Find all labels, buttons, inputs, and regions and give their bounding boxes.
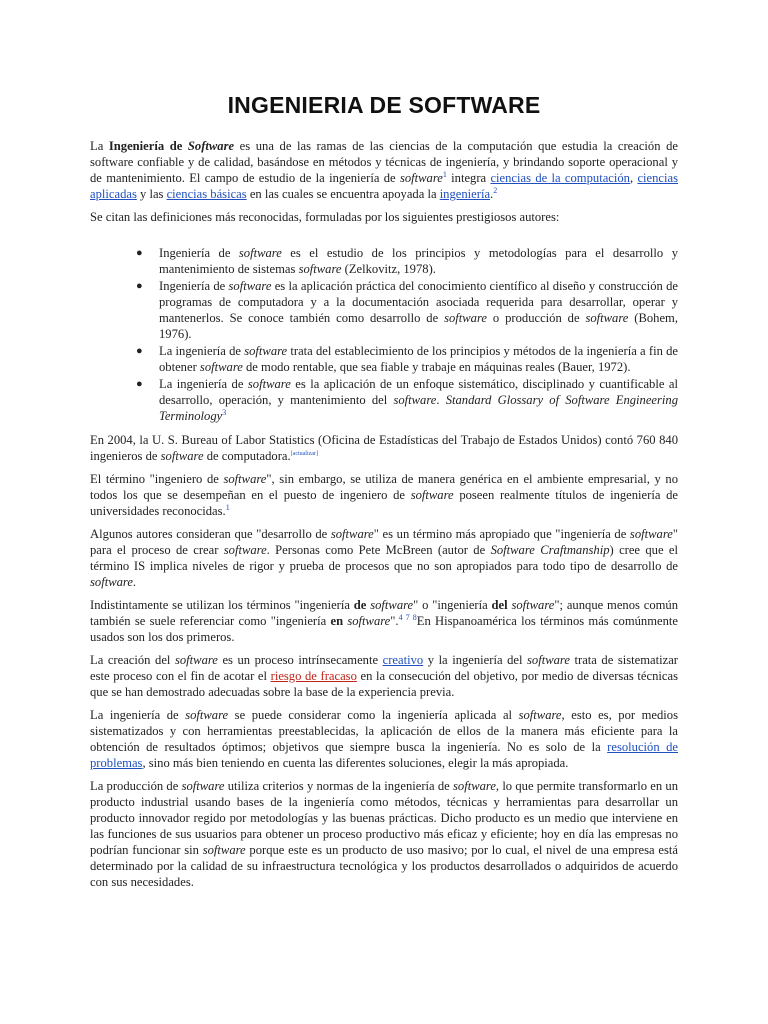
text: utiliza criterios y normas de la ingeniería de <box>224 779 453 793</box>
document-body <box>90 138 678 897</box>
link-ingenieria[interactable]: ingeniería <box>439 187 491 201</box>
text: La producción de <box>90 779 182 793</box>
text: Indistintamente se utilizan los términos "ingeniería <box>90 598 354 612</box>
text: es el estudio de los principios y metodologías para el desarrollo y mantenimiento de sistemas <box>159 246 678 276</box>
text: En Hispanoamérica los términos más comúnmente usados son los dos primeros. <box>90 614 678 644</box>
text: La creación del <box>90 653 175 667</box>
text: es un proceso intrínsecamente <box>217 653 383 667</box>
text: Ingeniería de <box>159 246 239 260</box>
update-note-link[interactable]: [actualizar] <box>290 450 318 457</box>
list-item <box>136 278 679 342</box>
text: La ingeniería de <box>159 377 248 391</box>
list-item <box>136 245 678 277</box>
italic-term: software <box>244 344 288 358</box>
link-riesgo-de-fracaso[interactable]: riesgo de fracaso <box>270 669 357 683</box>
italic-term: software <box>330 527 374 541</box>
italic-term: software <box>518 708 562 722</box>
text: poseen realmente títulos de ingeniería de universidades reconocidas. <box>90 488 678 518</box>
text: trata del establecimiento de los principios y métodos de la ingeniería a fin de obtener <box>159 344 678 374</box>
text: " o "ingeniería <box>413 598 492 612</box>
bullet-icon: ● <box>136 345 143 357</box>
link-ciencias-aplicadas[interactable]: ciencias aplicadas <box>90 171 678 201</box>
text: . <box>132 575 137 589</box>
link-ciencias-computacion[interactable]: ciencias de la computación <box>490 171 630 185</box>
text: En 2004, la U. S. Bureau of Labor Statistics (Oficina de Estadísticas del Trabajo de Estados Unidos) contó 760 840 ingenieros de <box>90 433 678 463</box>
bold-term: Ingeniería de <box>108 139 188 153</box>
link-ciencias-basicas[interactable]: ciencias básicas <box>166 187 247 201</box>
paragraph-production <box>90 778 678 890</box>
text: " es un término más apropiado que "ingeniería de <box>373 527 630 541</box>
text: , <box>629 171 638 185</box>
italic-term: software <box>298 262 342 276</box>
text: de computadora. <box>203 449 291 463</box>
bold-term: de <box>353 598 367 612</box>
text: es la aplicación de un enfoque sistemático, disciplinado y cuantificable al desarrollo, operación, y mantenimiento del <box>159 377 678 407</box>
paragraph-intro <box>90 138 678 202</box>
text: porque este es un producto de uso masivo; por lo cual, el nivel de una empresa está determinado por la calidad de su infraestructura tecnológica y los productos desarrollados o adquiridos de acuerdo con sus necesidades. <box>90 843 678 889</box>
italic-term: software <box>527 653 570 667</box>
definitions-list <box>90 245 678 424</box>
paragraph-authors-opinion <box>90 526 678 590</box>
text: de modo rentable, que sea fiable y trabaje en máquinas reales (Bauer, 1972). <box>242 360 631 374</box>
italic-term: software <box>247 377 291 391</box>
text: (Bohem, 1976). <box>159 311 679 341</box>
text: "; aunque menos común también se suele referenciar como "ingeniería <box>90 598 678 628</box>
italic-term: software <box>185 708 229 722</box>
text: y la ingeniería del <box>423 653 528 667</box>
footnote-ref[interactable]: 2 <box>493 185 498 195</box>
italic-term: software <box>511 598 555 612</box>
paragraph-applied-engineering <box>90 707 678 771</box>
italic-term: software <box>174 653 218 667</box>
text: en las cuales se encuentra apoyada la <box>246 187 440 201</box>
text: Ingeniería de <box>159 279 229 293</box>
text: . Personas como Pete McBreen (autor de <box>266 543 491 557</box>
paragraph-terminology <box>90 597 678 645</box>
footnote-ref[interactable]: 1 <box>442 169 447 179</box>
footnote-ref[interactable]: 3 <box>222 407 227 417</box>
text: La ingeniería de <box>90 708 186 722</box>
italic-term: software <box>223 472 267 486</box>
italic-term: software <box>228 279 272 293</box>
text: en la consecución del objetivo, por medio de diversas técnicas que se han demostrado adecuadas sobre la base de la experiencia previa. <box>90 669 678 699</box>
text: , esto es, por medios sistematizados y con herramientas preestablecidas, la aplicación de ellos de la manera más eficiente para la obtención de resultados óptimos; objetivos que siempre busca la ingeniería. No es solo de la <box>90 708 678 754</box>
italic-term: software <box>453 779 496 793</box>
footnote-ref[interactable]: 4 7 8 <box>398 612 417 622</box>
italic-term: software <box>399 171 443 185</box>
footnote-ref[interactable]: 1 <box>225 502 230 512</box>
text: es la aplicación práctica del conocimiento científico al diseño y construcción de programas de computadora y a la documentación asociada requerida para desarrollar, operar y mantenerlos. Se conoce también como desarrollo de <box>159 279 679 325</box>
text: se puede considerar como la ingeniería aplicada al <box>228 708 519 722</box>
text: integra <box>446 171 491 185</box>
text: El término "ingeniero de <box>90 472 224 486</box>
bullet-icon: ● <box>136 280 143 292</box>
bold-term: del <box>491 598 508 612</box>
italic-term: software <box>199 360 243 374</box>
text: o producción de <box>487 311 586 325</box>
list-item <box>136 376 679 424</box>
italic-term: software <box>347 614 391 628</box>
link-resolucion-de-problemas[interactable]: resolución de problemas <box>90 740 678 770</box>
text: Algunos autores consideran que "desarrollo de <box>90 527 331 541</box>
text: trata de sistematizar este proceso con el fin de acotar el <box>90 653 678 683</box>
italic-term: software <box>585 311 629 325</box>
page-title: INGENIERIA DE SOFTWARE <box>227 92 541 118</box>
text: ) cree que el término IS implica niveles de rigor y prueba de procesos que no son apropiados para todo tipo de desarrollo de <box>90 543 679 573</box>
text: (Zelkovitz, 1978). <box>341 262 436 276</box>
text: . <box>436 393 446 407</box>
text: ". <box>390 614 399 628</box>
text: es una de las ramas de las ciencias de la computación que estudia la creación de software confiable y de calidad, basándose en métodos y técnicas de ingeniería, y brindando soporte operacional y de mantenimiento. El campo de estudio de la ingeniería de <box>90 139 678 185</box>
text: , lo que permite transformarlo en un producto industrial usando bases de la ingeniería como métodos, técnicas y herramientas para desarrollar un producto innovador regido por metodologías y las buenas prácticas. Dicho producto es un medio que interviene en las funciones de sus usuarios para obtener un proceso productivo más eficaz y eficiente; hoy en día las empresas no podrían funcionar sin <box>90 779 678 857</box>
italic-term: software <box>393 393 437 407</box>
text: " para el proceso de crear <box>90 527 678 557</box>
italic-term: software <box>238 246 282 260</box>
paragraph-definitions-intro: Se citan las definiciones más reconocidas, formuladas por los siguientes prestigiosos autores: <box>90 210 560 224</box>
italic-term: software <box>223 543 267 557</box>
italic-term: software <box>90 575 133 589</box>
text: ", sin embargo, se utiliza de manera genérica en el ambiente empresarial, y no todos los que se desempeñan en el puesto de ingeniero de <box>90 472 678 502</box>
paragraph-creation <box>90 652 678 700</box>
text: , sino más bien teniendo en cuenta las diferentes soluciones, elegir la más apropiada. <box>142 756 569 770</box>
bold-term: en <box>330 614 344 628</box>
paragraph-engineer-term <box>90 471 678 519</box>
italic-term: software <box>181 779 225 793</box>
italic-citation: Standard Glossary of Software Engineering Terminology <box>159 393 679 423</box>
text: . <box>490 187 494 201</box>
bold-italic-term: Software <box>187 139 235 153</box>
italic-term: software <box>370 598 414 612</box>
italic-term: software <box>629 527 673 541</box>
text: La <box>90 139 109 153</box>
paragraph-statistics <box>90 432 678 464</box>
italic-book-title: Software Craftmanship <box>490 543 610 557</box>
text: La ingeniería de <box>159 344 245 358</box>
list-item <box>136 343 678 375</box>
bullet-icon: ● <box>136 247 143 259</box>
italic-term: software <box>202 843 246 857</box>
italic-term: software <box>444 311 487 325</box>
link-creativo[interactable]: creativo <box>382 653 424 667</box>
bullet-icon: ● <box>136 378 143 390</box>
italic-term: software <box>410 488 454 502</box>
italic-term: software <box>160 449 204 463</box>
text: y las <box>136 187 167 201</box>
